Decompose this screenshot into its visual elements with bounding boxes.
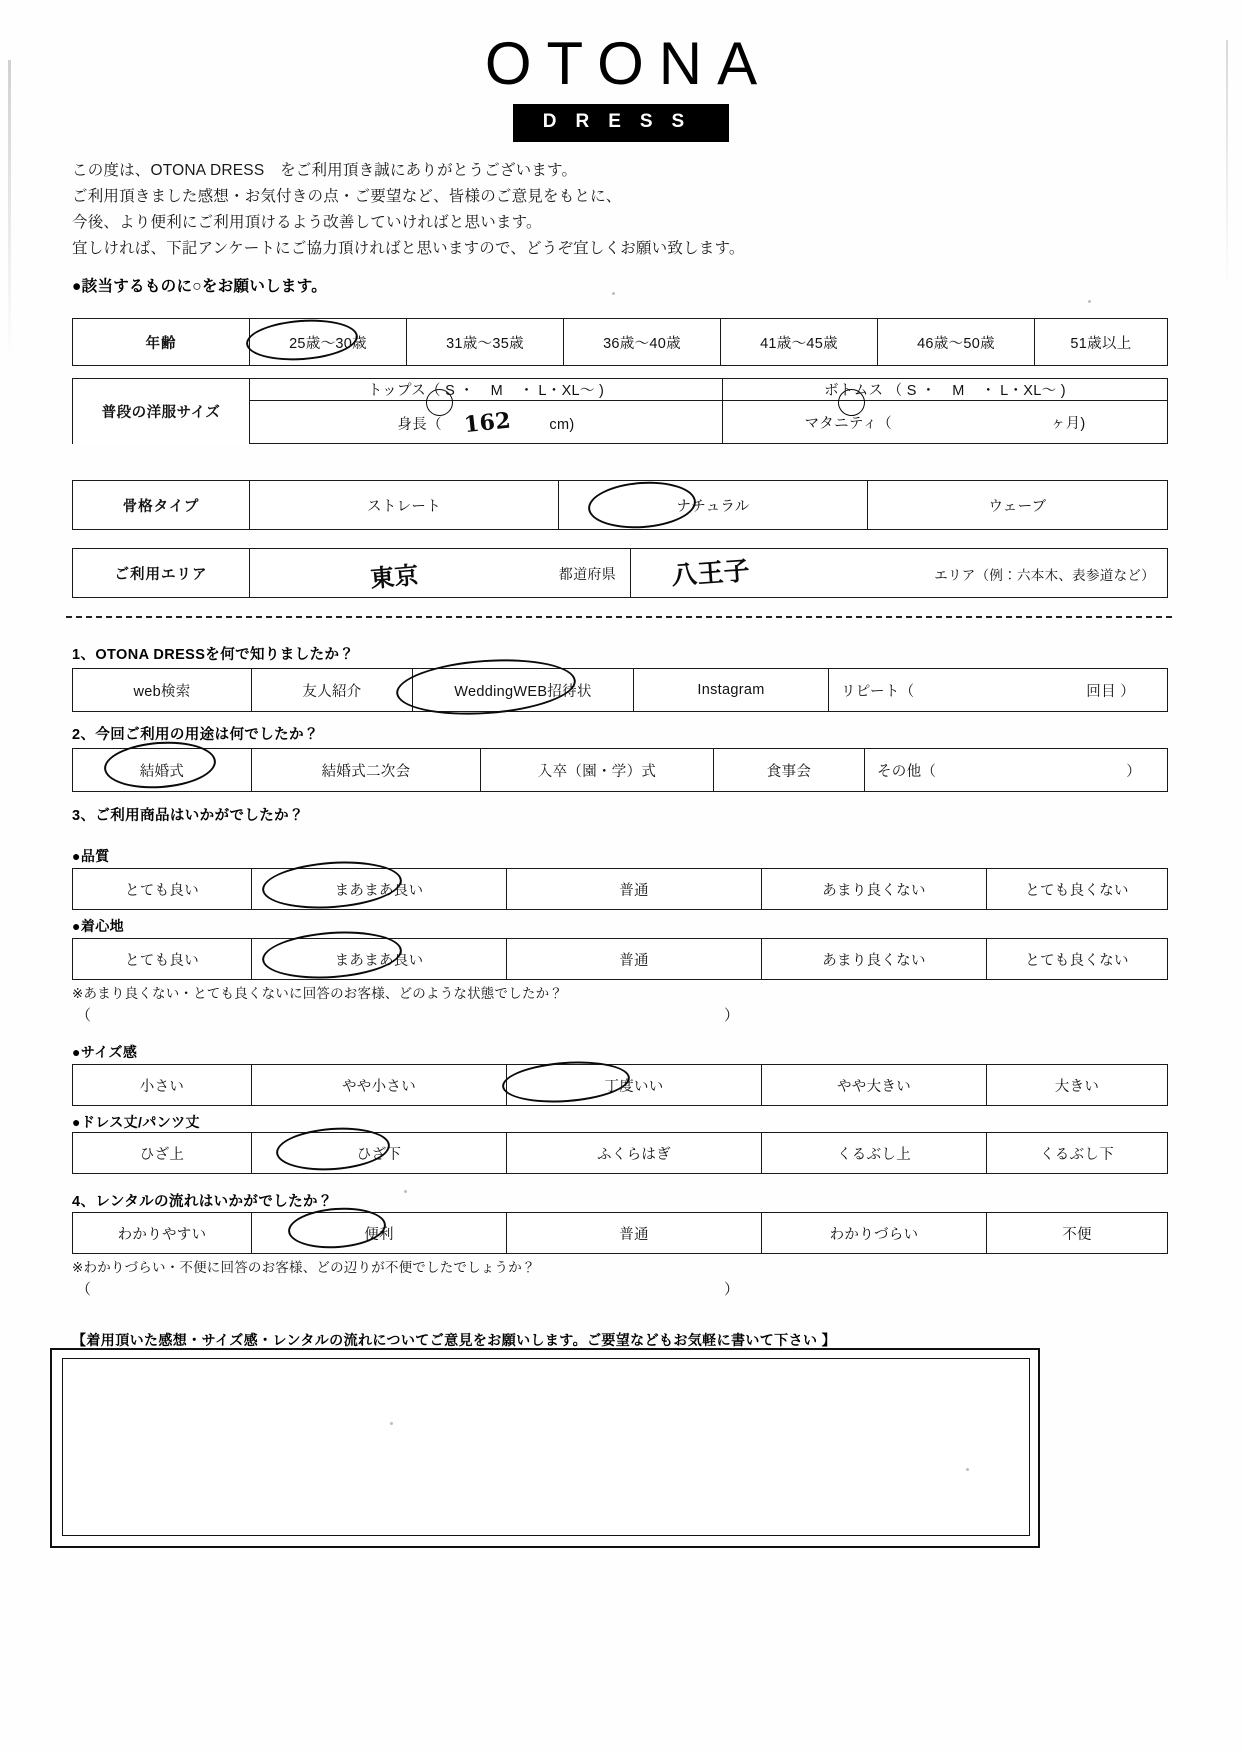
age-option-4[interactable]: 46歳～50歳 <box>878 319 1035 366</box>
prefecture-cell[interactable] <box>250 549 631 598</box>
q2-other-suffix: ） <box>1126 763 1141 780</box>
q3-length-subhead: ●ドレス丈/パンツ丈 <box>72 1114 200 1130</box>
q3-length-option-3[interactable]: くるぶし上 <box>762 1133 987 1174</box>
area-label: ご利用エリア <box>73 549 250 598</box>
q1-option-0[interactable]: web検索 <box>73 669 252 712</box>
age-option-3[interactable]: 41歳～45歳 <box>721 319 878 366</box>
bottoms-prefix: ボトムス （ S ・ <box>824 383 936 399</box>
q3-comfort-option-2[interactable]: 普通 <box>507 939 762 980</box>
area-detail-cell[interactable] <box>631 549 1168 598</box>
q3-length-option-2[interactable]: ふくらはぎ <box>507 1133 762 1174</box>
age-option-1[interactable]: 31歳～35歳 <box>407 319 564 366</box>
tops-selected-size: M <box>490 383 503 399</box>
q3-comfort-option-1[interactable]: まあまあ良い <box>252 939 507 980</box>
q3-quality-option-3[interactable]: あまり良くない <box>762 869 987 910</box>
q2-option-3[interactable]: 食事会 <box>714 749 865 792</box>
table-row <box>73 1065 1168 1106</box>
q4-answer-open: （ <box>76 1281 92 1298</box>
table-row <box>73 869 1168 910</box>
scan-speck <box>612 292 615 295</box>
q3-size-option-4[interactable]: 大きい <box>987 1065 1168 1106</box>
intro-paragraph <box>72 158 745 262</box>
q4-option-4[interactable]: 不便 <box>987 1213 1168 1254</box>
table-row <box>73 1133 1168 1174</box>
bottoms-selected-size: M <box>952 383 965 399</box>
q1-repeat-label: リピート（ <box>841 683 915 700</box>
q3-comfort-option-3[interactable]: あまり良くない <box>762 939 987 980</box>
age-label: 年齢 <box>73 319 250 366</box>
q1-option-3[interactable]: Instagram <box>634 669 829 712</box>
tops-size-cell[interactable] <box>250 379 723 401</box>
frame-type-table <box>72 480 1168 530</box>
maternity-cell[interactable] <box>723 401 1168 444</box>
section-divider <box>66 616 1172 618</box>
table-row <box>73 749 1168 792</box>
q3-quality-option-2[interactable]: 普通 <box>507 869 762 910</box>
q3-comfort-answer-close: ） <box>724 1007 740 1024</box>
q3-length-option-4[interactable]: くるぶし下 <box>987 1133 1168 1174</box>
table-row <box>73 939 1168 980</box>
clothing-size-table <box>72 378 1168 444</box>
brand-logo <box>0 30 1242 142</box>
table-row <box>73 669 1168 712</box>
q3-comfort-note: ※あまり良くない・とても良くないに回答のお客様、どのような状態でしたか？ <box>72 986 564 1001</box>
q2-option-4[interactable] <box>865 749 1168 792</box>
scan-speck <box>966 1468 969 1471</box>
frame-type-option-2[interactable]: ウェーブ <box>868 481 1168 530</box>
age-option-2[interactable]: 36歳～40歳 <box>564 319 721 366</box>
q3-comfort-answer-open: （ <box>76 1007 92 1024</box>
q3-length-option-1[interactable]: ひざ下 <box>252 1133 507 1174</box>
q3-length-option-0[interactable]: ひざ上 <box>73 1133 252 1174</box>
q3-comfort-option-4[interactable]: とても良くない <box>987 939 1168 980</box>
scan-speck <box>390 1422 393 1425</box>
height-value: 162 <box>463 407 513 439</box>
q3-quality-option-4[interactable]: とても良くない <box>987 869 1168 910</box>
q3-size-option-0[interactable]: 小さい <box>73 1065 252 1106</box>
q4-answer-close: ） <box>724 1281 740 1298</box>
table-row <box>73 1213 1168 1254</box>
q3-size-option-1[interactable]: やや小さい <box>252 1065 507 1106</box>
free-comment-input[interactable] <box>62 1358 1030 1536</box>
prefecture-suffix: 都道府県 <box>558 566 616 582</box>
free-comment-heading: 【着用頂いた感想・サイズ感・レンタルの流れについてご意見をお願いします。ご要望などもお気軽に書いて下さい 】 <box>72 1332 837 1348</box>
frame-type-option-1[interactable]: ナチュラル <box>559 481 868 530</box>
table-row <box>73 549 1168 598</box>
q3-comfort-table <box>72 938 1168 980</box>
frame-type-label: 骨格タイプ <box>73 481 250 530</box>
q1-heading: 1、OTONA DRESSを何で知りましたか？ <box>72 647 355 663</box>
q1-option-4[interactable] <box>829 669 1168 712</box>
q1-repeat-suffix: 回目 ） <box>1086 683 1135 700</box>
prefecture-value: 東京 <box>369 559 420 594</box>
table-row <box>73 481 1168 530</box>
q4-option-2[interactable]: 普通 <box>507 1213 762 1254</box>
q3-comfort-option-0[interactable]: とても良い <box>73 939 252 980</box>
tops-prefix: トップス（ S ・ <box>367 383 475 399</box>
age-option-0[interactable]: 25歳～30歳 <box>250 319 407 366</box>
q2-table <box>72 748 1168 792</box>
q1-table <box>72 668 1168 712</box>
area-value: 八王子 <box>670 556 752 592</box>
area-table <box>72 548 1168 598</box>
q3-size-subhead: ●サイズ感 <box>72 1044 138 1060</box>
height-label: 身長（ <box>397 417 442 433</box>
q3-quality-option-1[interactable]: まあまあ良い <box>252 869 507 910</box>
area-hint: エリア（例：六本木、表参道など） <box>934 568 1155 583</box>
q3-size-table <box>72 1064 1168 1106</box>
scan-speck <box>404 1190 407 1193</box>
q1-option-1[interactable]: 友人紹介 <box>252 669 413 712</box>
q3-size-option-3[interactable]: やや大きい <box>762 1065 987 1106</box>
intro-line-3: 今後、より便利にご利用頂けるよう改善していければと思います。 <box>72 214 542 231</box>
brand-subname: DRESS <box>513 104 729 142</box>
table-row <box>73 319 1168 366</box>
intro-line-2: ご利用頂きました感想・お気付きの点・ご要望など、皆様のご意見をもとに、 <box>72 188 622 205</box>
q4-option-1[interactable]: 便利 <box>252 1213 507 1254</box>
bottoms-size-cell[interactable] <box>723 379 1168 401</box>
age-option-5[interactable]: 51歳以上 <box>1035 319 1168 366</box>
q2-option-1[interactable]: 結婚式二次会 <box>252 749 481 792</box>
intro-line-4: 宜しければ、下記アンケートにご協力頂ければと思いますので、どうぞ宜しくお願い致します。 <box>72 240 745 257</box>
q4-heading: 4、レンタルの流れはいかがでしたか？ <box>72 1194 333 1210</box>
bottoms-suffix: ・ L・XL～ ) <box>980 383 1066 399</box>
maternity-label: マタニティ（ <box>804 415 893 432</box>
q3-size-option-2[interactable]: 丁度いい <box>507 1065 762 1106</box>
height-cell[interactable] <box>250 401 723 444</box>
q4-note: ※わかりづらい・不便に回答のお客様、どの辺りが不便でしたでしょうか？ <box>72 1260 536 1275</box>
age-table <box>72 318 1168 366</box>
q3-quality-option-0[interactable]: とても良い <box>73 869 252 910</box>
intro-line-1: この度は、OTONA DRESS をご利用頂き誠にありがとうございます。 <box>72 162 578 179</box>
instruction-text: ●該当するものに○をお願いします。 <box>72 278 328 295</box>
frame-type-option-0[interactable]: ストレート <box>250 481 559 530</box>
table-row <box>73 379 1168 401</box>
maternity-unit: ヶ月) <box>1050 415 1086 432</box>
q3-length-table <box>72 1132 1168 1174</box>
q2-option-0[interactable]: 結婚式 <box>73 749 252 792</box>
q4-option-0[interactable]: わかりやすい <box>73 1213 252 1254</box>
q3-heading: 3、ご利用商品はいかがでしたか？ <box>72 808 304 824</box>
q1-option-2[interactable]: WeddingWEB招待状 <box>413 669 634 712</box>
clothing-size-label: 普段の洋服サイズ <box>73 379 250 444</box>
q2-other-label: その他（ <box>877 763 937 780</box>
q4-table <box>72 1212 1168 1254</box>
brand-name: OTONA <box>484 30 773 97</box>
q2-option-2[interactable]: 入卒（園・学）式 <box>481 749 714 792</box>
q3-quality-subhead: ●品質 <box>72 848 110 864</box>
tops-suffix: ・ L・XL～ ) <box>519 383 605 399</box>
q3-comfort-subhead: ●着心地 <box>72 918 125 934</box>
scan-speck <box>1088 300 1091 303</box>
height-unit: cm) <box>549 417 575 433</box>
q2-heading: 2、今回ご利用の用途は何でしたか？ <box>72 727 319 743</box>
q4-option-3[interactable]: わかりづらい <box>762 1213 987 1254</box>
q3-quality-table <box>72 868 1168 910</box>
